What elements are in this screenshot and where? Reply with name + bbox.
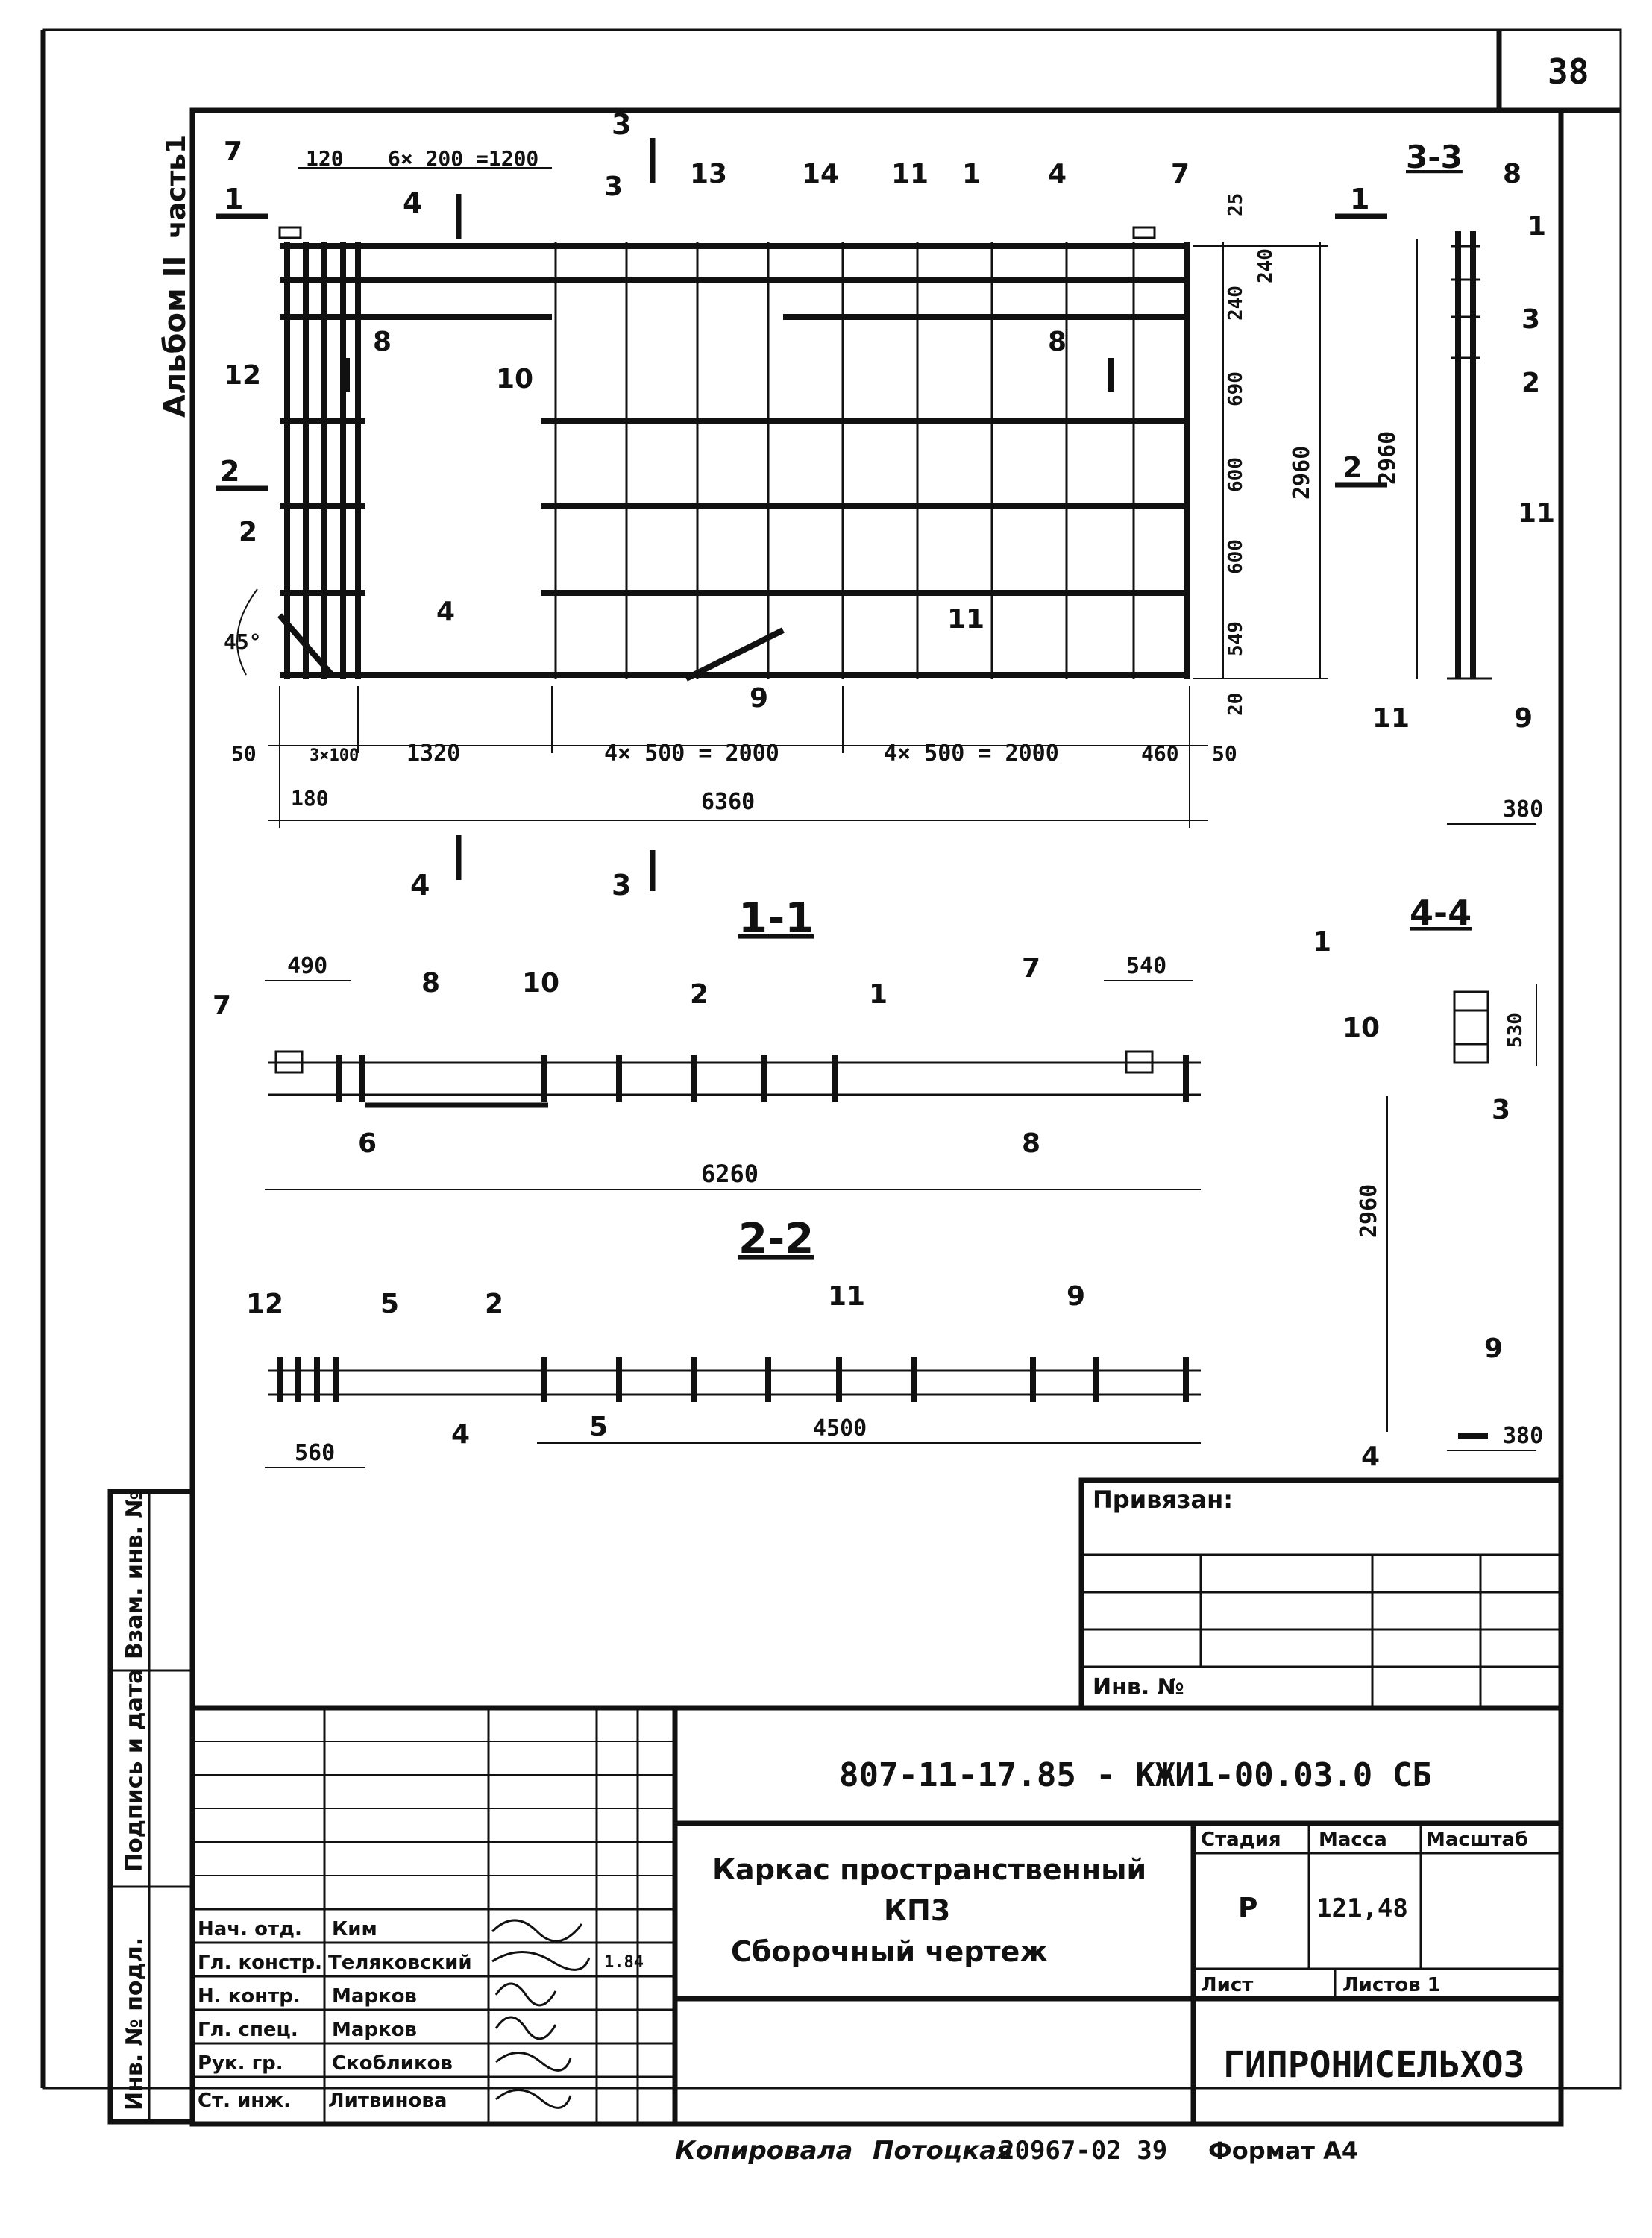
doc-name-line1: Каркас пространственный bbox=[712, 1853, 1147, 1886]
plan-dim-25: 25 bbox=[1225, 192, 1247, 216]
plan-dim-50-right: 50 bbox=[1212, 741, 1237, 766]
plan-dim-total: 6360 bbox=[701, 789, 756, 815]
section-2-2-dim-560: 560 bbox=[295, 1440, 336, 1466]
section-mark-1-left: 1 bbox=[224, 183, 244, 216]
plan-dim-2960: 2960 bbox=[1289, 445, 1315, 500]
stage-label: Стадия bbox=[1201, 1829, 1281, 1851]
section-2-2-dim-4500: 4500 bbox=[813, 1415, 867, 1442]
section-2-2-callout-5b: 5 bbox=[589, 1412, 609, 1442]
section-3-3-callout-9: 9 bbox=[1514, 703, 1533, 734]
plan-dim-180: 180 bbox=[291, 786, 329, 811]
plan-callout-10: 10 bbox=[496, 364, 534, 395]
plan-dim-1320: 1320 bbox=[406, 741, 461, 767]
stage-value: Р bbox=[1238, 1893, 1258, 1923]
name-5: Литвинова bbox=[328, 2090, 447, 2112]
name-0: Ким bbox=[332, 1918, 377, 1940]
plan-dim-600b: 600 bbox=[1225, 539, 1247, 574]
section-3-3-callout-1: 1 bbox=[1527, 211, 1547, 242]
section-2-2-callout-4: 4 bbox=[451, 1419, 471, 1450]
album-part: часть1 bbox=[161, 134, 192, 239]
plan-callout-13: 13 bbox=[690, 159, 728, 189]
binding-title: Привязан: bbox=[1093, 1486, 1233, 1514]
section-1-1-callout-6: 6 bbox=[358, 1128, 377, 1159]
section-3-3-title: 3-3 bbox=[1406, 139, 1463, 175]
section-mark-2-right: 2 bbox=[1342, 451, 1363, 484]
page-number: 38 bbox=[1548, 51, 1589, 92]
side-label-replace: Взам. инв. № bbox=[122, 1491, 148, 1659]
section-2-2 bbox=[265, 1357, 1201, 1468]
plan-callout-8-left: 8 bbox=[373, 327, 392, 357]
section-2-2-callout-12: 12 bbox=[246, 1289, 284, 1319]
plan-callout-7-right: 7 bbox=[1171, 159, 1190, 189]
binding-inv-label: Инв. № bbox=[1093, 1674, 1184, 1700]
section-4-4-dim-height: 2960 bbox=[1356, 1184, 1382, 1238]
section-3-3-callout-11: 11 bbox=[1518, 498, 1556, 529]
section-mark-3-top: 3 bbox=[612, 108, 632, 141]
section-2-2-callout-5: 5 bbox=[380, 1289, 400, 1319]
section-3-3-callout-8: 8 bbox=[1503, 159, 1522, 189]
plan-callout-3: 3 bbox=[604, 172, 624, 202]
plan-dim-3x100: 3×100 bbox=[310, 746, 359, 765]
section-mark-1-right: 1 bbox=[1350, 183, 1370, 216]
name-1: Теляковский bbox=[328, 1952, 472, 1974]
section-2-2-title: 2-2 bbox=[738, 1215, 814, 1263]
section-2-2-callout-11: 11 bbox=[828, 1281, 866, 1312]
section-1-1-callout-7-right: 7 bbox=[1022, 953, 1041, 984]
section-2-2-callout-9: 9 bbox=[1067, 1281, 1086, 1312]
section-4-4-dim-width: 380 bbox=[1503, 1423, 1544, 1449]
plan-callout-9: 9 bbox=[750, 683, 769, 714]
name-4: Скобликов bbox=[332, 2052, 453, 2075]
role-3: Гл. спец. bbox=[198, 2019, 298, 2041]
copied-by: Потоцкая bbox=[873, 2136, 1013, 2166]
section-mark-2-left: 2 bbox=[220, 455, 240, 488]
plan-dim-20: 20 bbox=[1225, 692, 1247, 716]
section-1-1-title: 1-1 bbox=[738, 894, 814, 943]
role-4: Рук. гр. bbox=[198, 2052, 283, 2075]
plan-angle: 45° bbox=[224, 629, 262, 654]
plan-callout-8-right: 8 bbox=[1048, 327, 1067, 357]
section-1-1-callout-1: 1 bbox=[869, 979, 888, 1010]
section-4-4-callout-3: 3 bbox=[1492, 1095, 1511, 1125]
section-3-3-dim-width: 380 bbox=[1503, 796, 1544, 823]
section-mark-3-bottom: 3 bbox=[612, 869, 632, 902]
plan-callout-12: 12 bbox=[224, 360, 262, 391]
date-note: 1.84 bbox=[604, 1953, 644, 1972]
role-1: Гл. констр. bbox=[198, 1952, 322, 1974]
section-4-4-dim-530: 530 bbox=[1504, 1013, 1527, 1048]
section-1-1-callout-10: 10 bbox=[522, 968, 560, 999]
plan-dim-240a: 240 bbox=[1254, 248, 1277, 283]
plan-callout-11: 11 bbox=[891, 159, 929, 189]
section-3-3-callout-11b: 11 bbox=[1372, 703, 1410, 734]
section-1-1-dim-total: 6260 bbox=[701, 1160, 759, 1188]
plan-dim-4x500-b: 4× 500 = 2000 bbox=[884, 741, 1059, 767]
section-1-1-callout-2: 2 bbox=[690, 979, 709, 1010]
plan-dim-50-left: 50 bbox=[231, 741, 257, 766]
name-3: Марков bbox=[332, 2019, 417, 2041]
role-5: Ст. инж. bbox=[198, 2090, 292, 2112]
plan-dim-240b: 240 bbox=[1225, 286, 1247, 321]
section-3-3-callout-3: 3 bbox=[1521, 304, 1541, 335]
album-label: Альбом II bbox=[158, 255, 192, 418]
section-1-1-dim-540: 540 bbox=[1126, 953, 1167, 979]
organization: ГИПРОНИСЕЛЬХОЗ bbox=[1223, 2044, 1525, 2086]
plan-dim-600a: 600 bbox=[1225, 457, 1247, 492]
plan-callout-11-bottom: 11 bbox=[947, 604, 985, 635]
doc-name-line2: КП3 bbox=[884, 1894, 951, 1927]
doc-code: 807-11-17.85 - КЖИ1-00.03.0 СБ bbox=[839, 1756, 1432, 1794]
section-1-1-callout-8-right: 8 bbox=[1022, 1128, 1041, 1159]
doc-name-line3: Сборочный чертеж bbox=[731, 1935, 1049, 1968]
plan-dim-549: 549 bbox=[1225, 621, 1247, 656]
order-no: 20967-02 39 bbox=[999, 2136, 1168, 2166]
section-mark-4-bottom: 4 bbox=[410, 869, 430, 902]
plan-callout-4-bottom: 4 bbox=[436, 597, 456, 627]
role-2: Н. контр. bbox=[198, 1985, 301, 2008]
section-1-1-callout-8-left: 8 bbox=[421, 968, 441, 999]
copied-label: Копировала bbox=[675, 2136, 853, 2166]
section-4-4-callout-1: 1 bbox=[1313, 927, 1332, 958]
plan-right-dims bbox=[1225, 193, 1315, 716]
section-4-4-callout-4: 4 bbox=[1361, 1442, 1381, 1472]
plan-view bbox=[237, 168, 1328, 828]
section-3-3-dim-height: 2960 bbox=[1375, 430, 1401, 485]
sheets-label: Листов 1 bbox=[1342, 1974, 1441, 1996]
plan-callout-14: 14 bbox=[802, 159, 840, 189]
plan-dim-120: 120 bbox=[306, 146, 344, 171]
section-mark-4-top: 4 bbox=[403, 186, 423, 219]
role-0: Нач. отд. bbox=[198, 1918, 302, 1940]
section-4-4-title: 4-4 bbox=[1410, 893, 1472, 933]
section-1-1-dim-490: 490 bbox=[287, 953, 328, 979]
section-4-4-callout-9: 9 bbox=[1484, 1333, 1504, 1364]
plan-dim-460: 460 bbox=[1141, 741, 1179, 766]
plan-callout-7-left: 7 bbox=[224, 136, 243, 167]
sheet-format: Формат А4 bbox=[1208, 2137, 1359, 2165]
scale-label: Масштаб bbox=[1426, 1829, 1529, 1851]
name-2: Марков bbox=[332, 1985, 417, 2008]
mass-label: Масса bbox=[1319, 1829, 1387, 1851]
section-1-1-callout-7-left: 7 bbox=[213, 990, 232, 1021]
section-4-4-callout-10: 10 bbox=[1342, 1013, 1381, 1043]
side-label-sign-date: Подпись и дата bbox=[122, 1668, 148, 1872]
plan-dim-690: 690 bbox=[1225, 371, 1247, 406]
plan-callout-1: 1 bbox=[962, 159, 982, 189]
plan-dim-6x200: 6× 200 =1200 bbox=[388, 146, 539, 171]
plan-callout-2: 2 bbox=[239, 517, 258, 547]
mass-value: 121,48 bbox=[1316, 1893, 1408, 1923]
side-label-inv-orig: Инв. № подл. bbox=[122, 1937, 148, 2110]
section-4-4 bbox=[1387, 984, 1536, 1450]
section-1-1 bbox=[265, 981, 1201, 1189]
plan-callout-4-top: 4 bbox=[1048, 159, 1067, 189]
section-2-2-callout-2: 2 bbox=[485, 1289, 504, 1319]
section-3-3-callout-2: 2 bbox=[1521, 368, 1541, 398]
sheet-label: Лист bbox=[1201, 1974, 1254, 1996]
plan-dim-4x500-a: 4× 500 = 2000 bbox=[604, 741, 779, 767]
